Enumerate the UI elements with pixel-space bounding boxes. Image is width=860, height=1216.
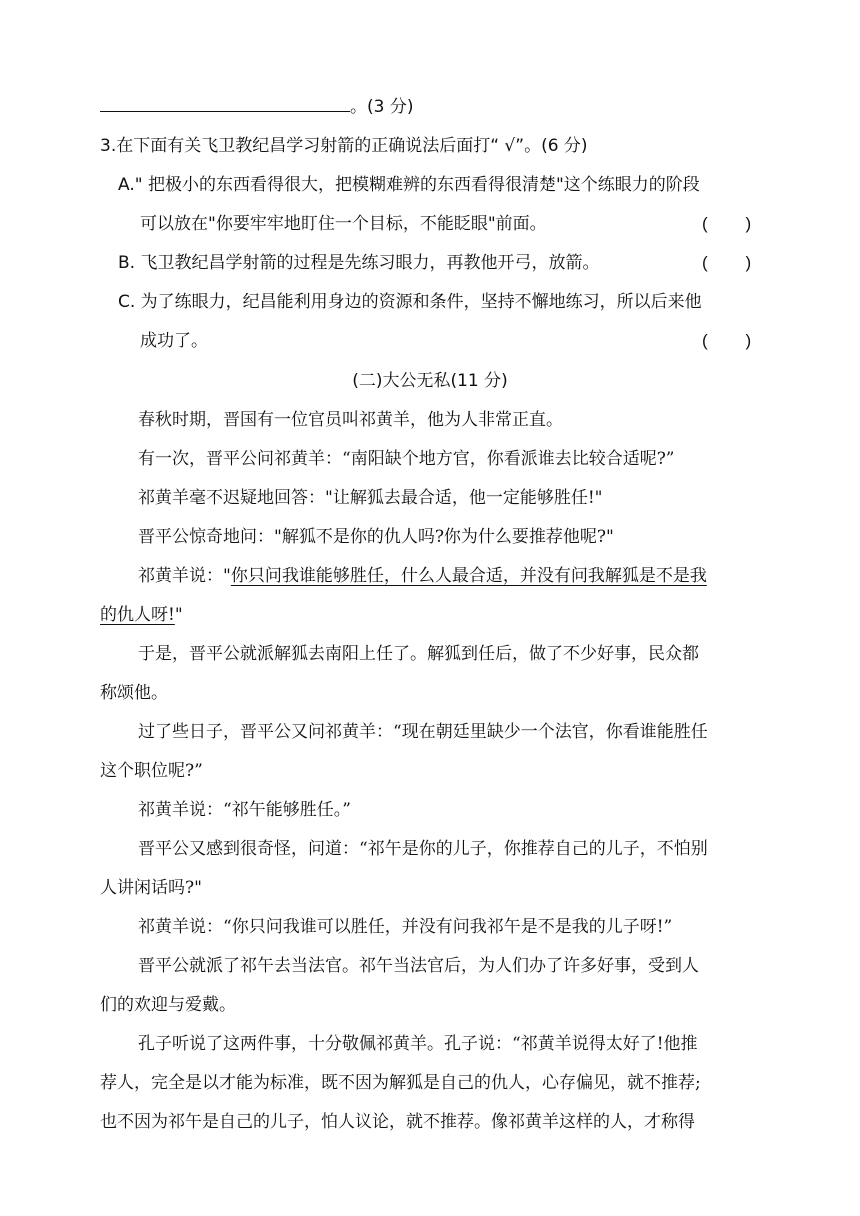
underlined-sentence: 你只问我谁能够胜任，什么人最合适，并没有问我解狐是不是我 (230, 566, 707, 586)
option-a-line1: A." 把极小的东西看得很大，把模糊难辨的东西看得很清楚"这个练眼力的阶段 (118, 175, 700, 195)
passage-paragraph-12-line1: 孔子听说了这两件事，十分敬佩祁黄羊。孔子说：“祁黄羊说得太好了!他推 (138, 1034, 698, 1054)
option-c-answer-box[interactable]: ( ) (702, 331, 752, 350)
option-c-line2: 成功了。 (140, 331, 208, 351)
option-a-answer-box[interactable]: ( ) (702, 214, 752, 233)
option-a-line2: 可以放在"你要牢牢地盯住一个目标，不能眨眼"前面。 (140, 214, 547, 234)
passage-paragraph-11-line1: 晋平公就派了祁午去当法官。祁午当法官后，为人们办了许多好事，受到人 (138, 956, 699, 976)
passage-paragraph-8: 祁黄羊说：“祁午能够胜任。” (138, 800, 351, 820)
passage-paragraph-6-line2: 称颂他。 (100, 683, 168, 703)
passage-paragraph-7-line1: 过了些日子，晋平公又问祁黄羊：“现在朝廷里缺少一个法官，你看谁能胜任 (138, 722, 708, 742)
option-b-answer-box[interactable]: ( ) (702, 253, 752, 272)
answer-blank[interactable] (100, 97, 350, 112)
option-c-line1: C. 为了练眼力，纪昌能利用身边的资源和条件，坚持不懈地练习，所以后来他 (118, 292, 702, 312)
passage-paragraph-11-line2: 们的欢迎与爱戴。 (100, 995, 236, 1015)
q2-score: 。(3 分) (350, 97, 414, 117)
passage-paragraph-9-line2: 人讲闲话吗?" (100, 878, 202, 898)
passage-paragraph-1: 春秋时期，晋国有一位官员叫祁黄羊，他为人非常正直。 (138, 410, 563, 430)
passage-paragraph-5-line1 (138, 565, 707, 587)
passage-title: (二)大公无私(11 分) (352, 371, 508, 391)
passage-paragraph-3: 祁黄羊毫不迟疑地回答："让解狐去最合适，他一定能够胜任!" (138, 488, 603, 508)
passage-paragraph-9-line1: 晋平公又感到很奇怪，问道：“祁午是你的儿子，你推荐自己的儿子，不怕别 (138, 839, 708, 859)
q3-stem: 3.在下面有关飞卫教纪昌学习射箭的正确说法后面打“ √”。(6 分) (100, 136, 588, 156)
q2-answer-line (100, 96, 413, 118)
passage-paragraph-12-line3: 也不因为祁午是自己的儿子，怕人议论，就不推荐。像祁黄羊这样的人，才称得 (100, 1112, 695, 1132)
option-b-line1: B. 飞卫教纪昌学射箭的过程是先练习眼力，再教他开弓，放箭。 (118, 253, 600, 273)
passage-paragraph-5-line2 (100, 604, 183, 626)
underlined-sentence-end: 的仇人呀! (100, 605, 175, 625)
passage-paragraph-10: 祁黄羊说：“你只问我谁可以胜任，并没有问我祁午是不是我的儿子呀!” (138, 917, 673, 937)
passage-paragraph-12-line2: 荐人，完全是以才能为标准，既不因为解狐是自己的仇人，心存偏见，就不推荐; (100, 1073, 701, 1093)
passage-paragraph-6-line1: 于是，晋平公就派解狐去南阳上任了。解狐到任后，做了不少好事，民众都 (138, 644, 699, 664)
passage-paragraph-2: 有一次，晋平公问祁黄羊：“南阳缺个地方官，你看派谁去比较合适呢?” (138, 449, 675, 469)
paragraph-5-close-quote: " (174, 605, 183, 625)
passage-paragraph-7-line2: 这个职位呢?” (100, 761, 203, 781)
passage-paragraph-4: 晋平公惊奇地问："解狐不是你的仇人吗?你为什么要推荐他呢?" (138, 527, 614, 547)
paragraph-5-lead: 祁黄羊说：" (138, 566, 231, 586)
